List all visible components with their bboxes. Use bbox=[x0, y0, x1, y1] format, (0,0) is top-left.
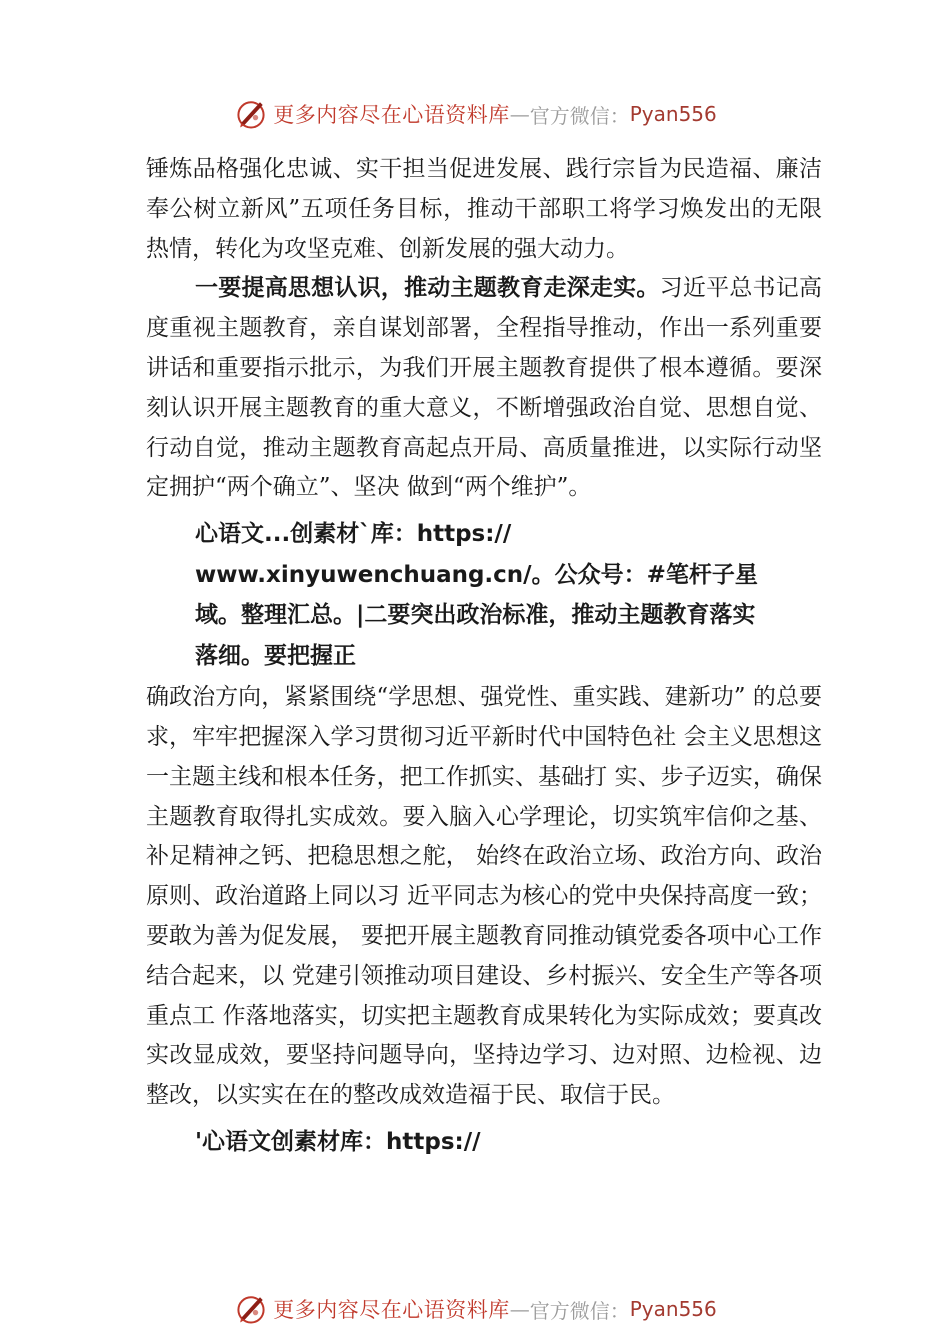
source-notice-bottom: '心语文创素材库：https:// bbox=[195, 1128, 481, 1155]
footer-wechat-id: Pyan556 bbox=[629, 1297, 717, 1321]
paragraph-2-text: 习近平总书记高度重视主题教育，亲自谋划部署，全程指导推动，作出一系列重要讲话和重要指示批示，为我们开展主题教育提供了根本遵循。要深刻认识开展主题教育的重大意义，不断增强政治自觉、思想自觉、行动自觉，推动主题教育高起点开局、高质量推进，以实际行动坚定拥护“两个确立”、坚决 做到“两个维护”。 bbox=[146, 275, 823, 501]
paragraph-2-heading: 一要提高思想认识，推动主题教育走深走实。 bbox=[195, 275, 660, 302]
source-notice-line-3: 域。整理汇总。|二要突出政治标准，推动主题教育落实 bbox=[195, 602, 756, 629]
source-notice-block bbox=[146, 514, 822, 676]
ink-pen-logo-icon bbox=[233, 1291, 269, 1327]
paragraph-3: 确政治方向，紧紧围绕“学思想、强党性、重实践、建新功” 的总要求，牢牢把握深入学习贯彻习近平新时代中国特色社 会主义思想这一主题主线和根本任务，把工作抓实、基础打 实、步子迈实，确保主题教育取得扎实成效。要入脑入心学理论，切实筑牢信仰之基、补足精神之钙、把稳思想之舵， 始终在政治立场、政治方向、政治原则、政治道路上同以习 近平同志为核心的党中央保持高度一致；要敢为善为促发展， 要把开展主题教育同推动镇党委各项中心工作结合起来，以 党建引领推动项目建设、乡村振兴、安全生产等各项重点工 作落地落实，切实把主题教育成果转化为实际成效；要真改 实改显成效，要坚持问题导向，坚持边学习、边对照、边检视、边整改，以实实在在的整改成效造福于民、取信于民。 bbox=[146, 684, 822, 1109]
footer-lead-text: 更多内容尽在心语资料库 bbox=[273, 1298, 510, 1322]
ink-pen-logo-icon bbox=[233, 96, 269, 132]
footer-banner bbox=[0, 1287, 950, 1331]
header-banner bbox=[0, 92, 950, 136]
header-label: 官方微信： bbox=[529, 103, 630, 128]
footer-label: 官方微信： bbox=[529, 1298, 630, 1323]
paragraph-1: 锤炼品格强化忠诚、实干担当促进发展、践行宗旨为民造福、廉洁奉公树立新风”五项任务目标，推动干部职工将学习焕发出的无限热情，转化为攻坚克难、创新发展的强大动力。 bbox=[146, 156, 822, 262]
source-notice-line-2: www.xinyuwenchuang.cn/。公众号：#笔杆子星 bbox=[195, 561, 758, 588]
header-wechat-id: Pyan556 bbox=[629, 102, 717, 126]
header-lead-text: 更多内容尽在心语资料库 bbox=[273, 103, 510, 127]
source-notice-line-1: 心语文...创素材`库：https:// bbox=[195, 521, 512, 548]
header-dash: — bbox=[509, 102, 530, 126]
footer-dash: — bbox=[509, 1297, 530, 1321]
source-notice-line-4: 落细。要把握正 bbox=[195, 642, 356, 669]
paragraph-2 bbox=[146, 269, 822, 508]
document-body bbox=[146, 150, 822, 1162]
